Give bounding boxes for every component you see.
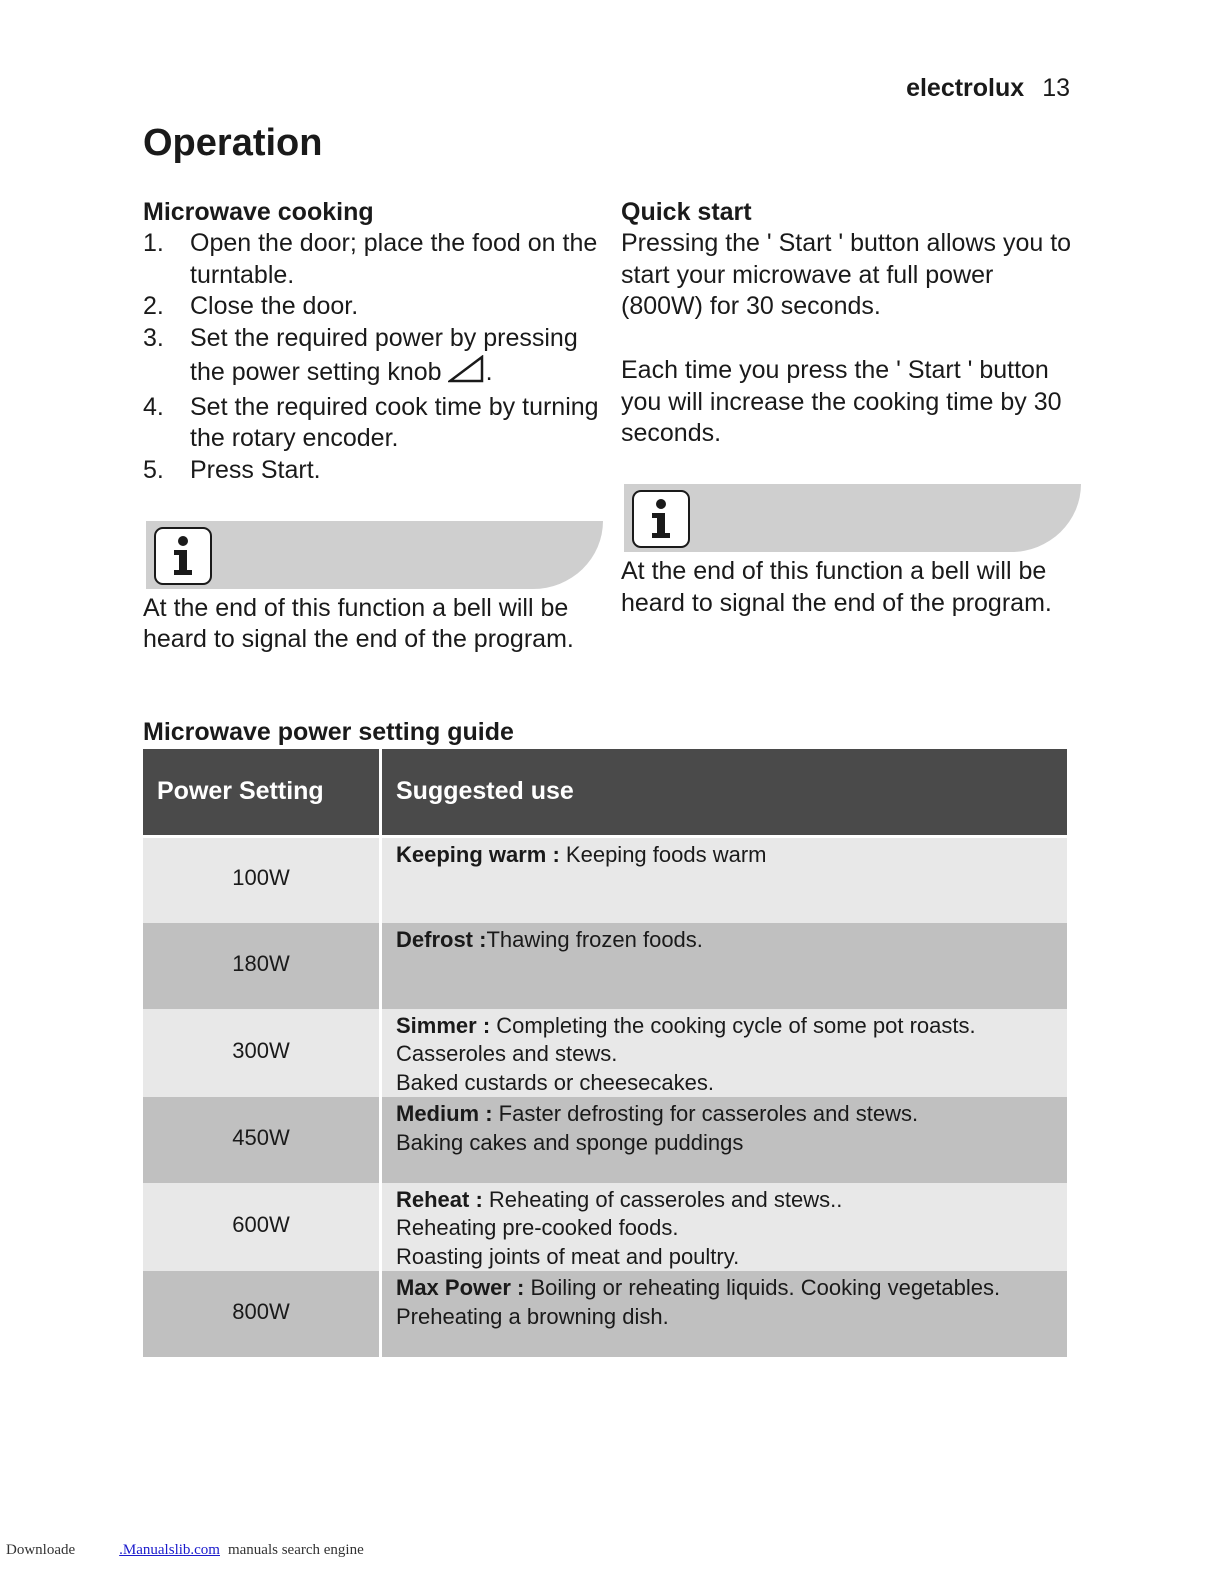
footer-tail: manuals search engine: [227, 1542, 364, 1558]
footer-prefix: Downloade: [6, 1542, 76, 1558]
use-label: Keeping warm :: [396, 841, 566, 867]
use-text: Baked custards or cheesecakes.: [396, 1069, 714, 1095]
power-setting-table: [143, 749, 1067, 1357]
step-number: 2.: [143, 292, 164, 321]
brand-name: electrolux: [906, 74, 1025, 102]
step-number: 3.: [143, 324, 164, 353]
use-cell: [382, 1009, 1067, 1098]
use-text: Roasting joints of meat and poultry.: [396, 1243, 740, 1269]
power-value: 300W: [143, 1009, 379, 1098]
list-item: [143, 323, 603, 391]
quick-start-title: Quick start: [621, 198, 752, 226]
use-text: Baking cakes and sponge puddings: [396, 1129, 744, 1155]
info-banner: [146, 521, 603, 589]
quick-start-paragraph: Pressing the ' Start ' button allows you to start your microwave at full power (800W) for 30 seconds.: [621, 229, 1072, 321]
info-icon: [154, 527, 212, 585]
use-cell: [382, 1271, 1067, 1357]
step-text-suffix: .: [485, 357, 493, 386]
header-power-setting: Power Setting: [143, 749, 379, 835]
table-row: [143, 1183, 1067, 1272]
manualslib-link[interactable]: .Manualslib.com: [119, 1542, 220, 1558]
list-item: [143, 228, 603, 291]
use-cell: [382, 923, 1067, 1009]
power-value: 800W: [143, 1271, 379, 1357]
use-label: Medium :: [396, 1101, 499, 1126]
use-text: Faster defrosting for casseroles and stews.: [498, 1101, 919, 1126]
use-cell: [382, 1183, 1067, 1272]
list-item: [143, 392, 603, 455]
page-header: [860, 74, 1070, 103]
table-row: [143, 838, 1067, 924]
power-value: 600W: [143, 1183, 379, 1272]
microwave-cooking-title: Microwave cooking: [143, 198, 374, 226]
page-number: 13: [1042, 74, 1070, 102]
step-text: Open the door; place the food on the turntable.: [190, 229, 598, 289]
microwave-cooking-section: [143, 196, 603, 656]
list-item: [143, 455, 603, 487]
note-text: At the end of this function a bell will be heard to signal the end of the program.: [621, 556, 1052, 617]
table-row: [143, 923, 1067, 1009]
use-text: Casseroles and stews.: [396, 1041, 618, 1066]
step-text: Close the door.: [190, 292, 359, 321]
use-text: Boiling or reheating liquids. Cooking vegetables.: [530, 1275, 1001, 1300]
step-text: Press Start.: [190, 455, 321, 484]
step-text-main: Set the required power by pressing the power setting knob: [190, 324, 578, 386]
use-text: Preheating a browning dish.: [396, 1303, 669, 1329]
info-icon: [632, 490, 690, 548]
use-label: Simmer :: [396, 1012, 497, 1038]
step-text: [190, 323, 603, 391]
step-text: Set the required cook time by turning the rotary encoder.: [190, 392, 599, 453]
use-text: Thawing frozen foods.: [486, 927, 703, 952]
use-text: Reheating pre-cooked foods.: [396, 1215, 679, 1240]
guide-title: Microwave power setting guide: [143, 718, 514, 746]
use-cell: [382, 838, 1067, 924]
quick-start-section: [621, 196, 1081, 619]
table-row: [143, 1009, 1067, 1098]
power-knob-icon: [448, 355, 486, 392]
use-label: Defrost :: [396, 927, 487, 952]
info-banner: [624, 484, 1081, 552]
use-label: Reheat :: [396, 1186, 489, 1212]
step-number: 1.: [143, 229, 164, 257]
power-value: 100W: [143, 838, 379, 924]
use-text: Keeping foods warm: [565, 841, 767, 867]
page-title: Operation: [143, 122, 323, 164]
step-number: 4.: [143, 392, 164, 421]
use-text: Completing the cooking cycle of some pot roasts.: [496, 1012, 976, 1038]
header-suggested-use: Suggested use: [382, 749, 1067, 835]
table-row: [143, 1097, 1067, 1183]
quick-start-paragraph: Each time you press the ' Start ' button you will increase the cooking time by 30 seconds.: [621, 355, 1062, 448]
step-number: 5.: [143, 455, 164, 484]
page-footer: [6, 1542, 364, 1559]
use-text: Reheating of casseroles and stews..: [488, 1186, 843, 1212]
power-value: 180W: [143, 923, 379, 1009]
note-text: At the end of this function a bell will be heard to signal the end of the program.: [143, 593, 574, 654]
table-header-row: [143, 749, 1067, 835]
steps-list: [143, 228, 603, 487]
use-cell: [382, 1097, 1067, 1183]
use-label: Max Power :: [396, 1275, 531, 1300]
table-row: [143, 1271, 1067, 1357]
power-value: 450W: [143, 1097, 379, 1183]
list-item: [143, 291, 603, 323]
